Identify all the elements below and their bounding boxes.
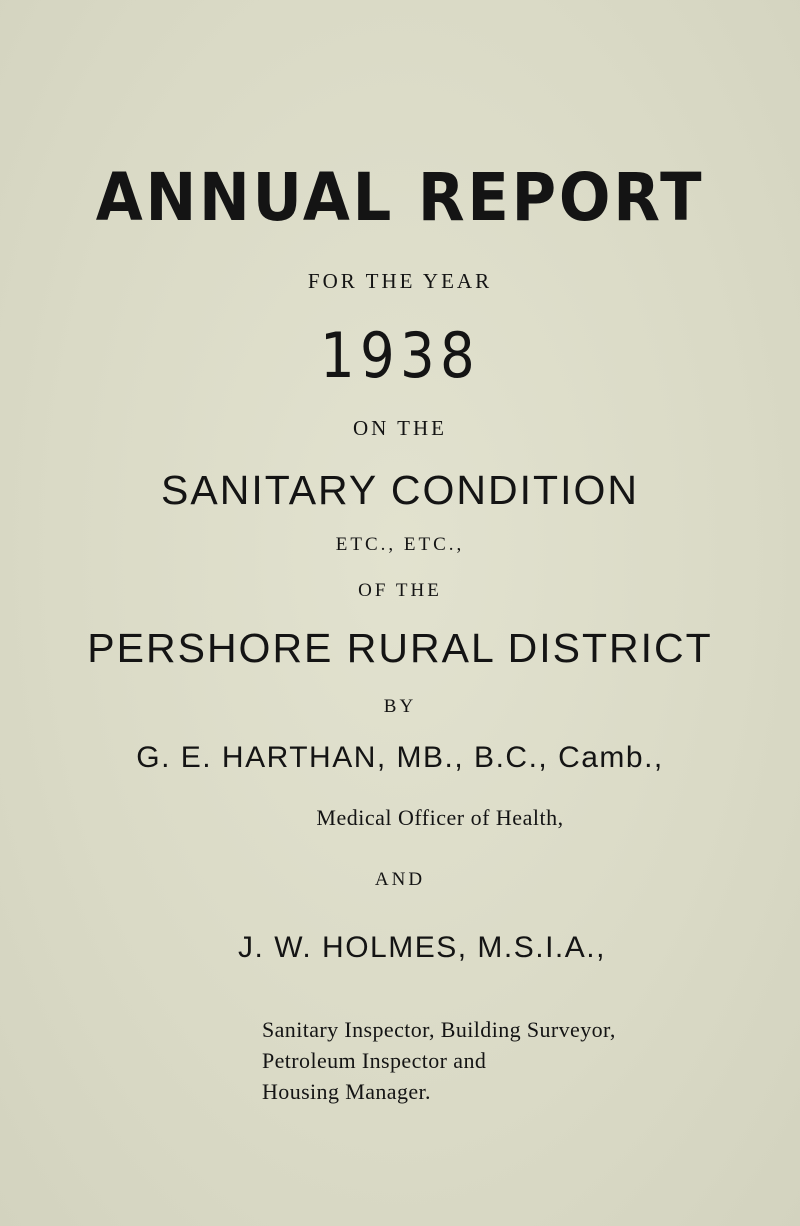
report-subject: SANITARY CONDITION: [161, 467, 639, 513]
role-line: Sanitary Inspector, Building Surveyor,: [262, 1017, 616, 1042]
of-the-label: OF THE: [358, 580, 442, 601]
report-year: 1938: [320, 319, 480, 392]
medical-officer-role: Medical Officer of Health,: [316, 805, 564, 830]
and-label: AND: [374, 869, 426, 890]
district-name: PERSHORE RURAL DISTRICT: [87, 625, 713, 671]
by-label: BY: [383, 696, 417, 717]
for-the-year-label: FOR THE YEAR: [307, 269, 493, 293]
sanitary-inspector-roles: [262, 1014, 782, 1107]
etc-label: ETC., ETC.,: [335, 534, 465, 555]
report-title: ANNUAL REPORT: [95, 159, 705, 236]
role-line: Petroleum Inspector and: [262, 1048, 487, 1073]
role-line: Housing Manager.: [262, 1079, 431, 1104]
sanitary-inspector-name: J. W. HOLMES, M.S.I.A.,: [238, 931, 606, 964]
on-the-label: ON THE: [352, 416, 448, 440]
medical-officer-name: G. E. HARTHAN, MB., B.C., Camb.,: [136, 741, 664, 774]
